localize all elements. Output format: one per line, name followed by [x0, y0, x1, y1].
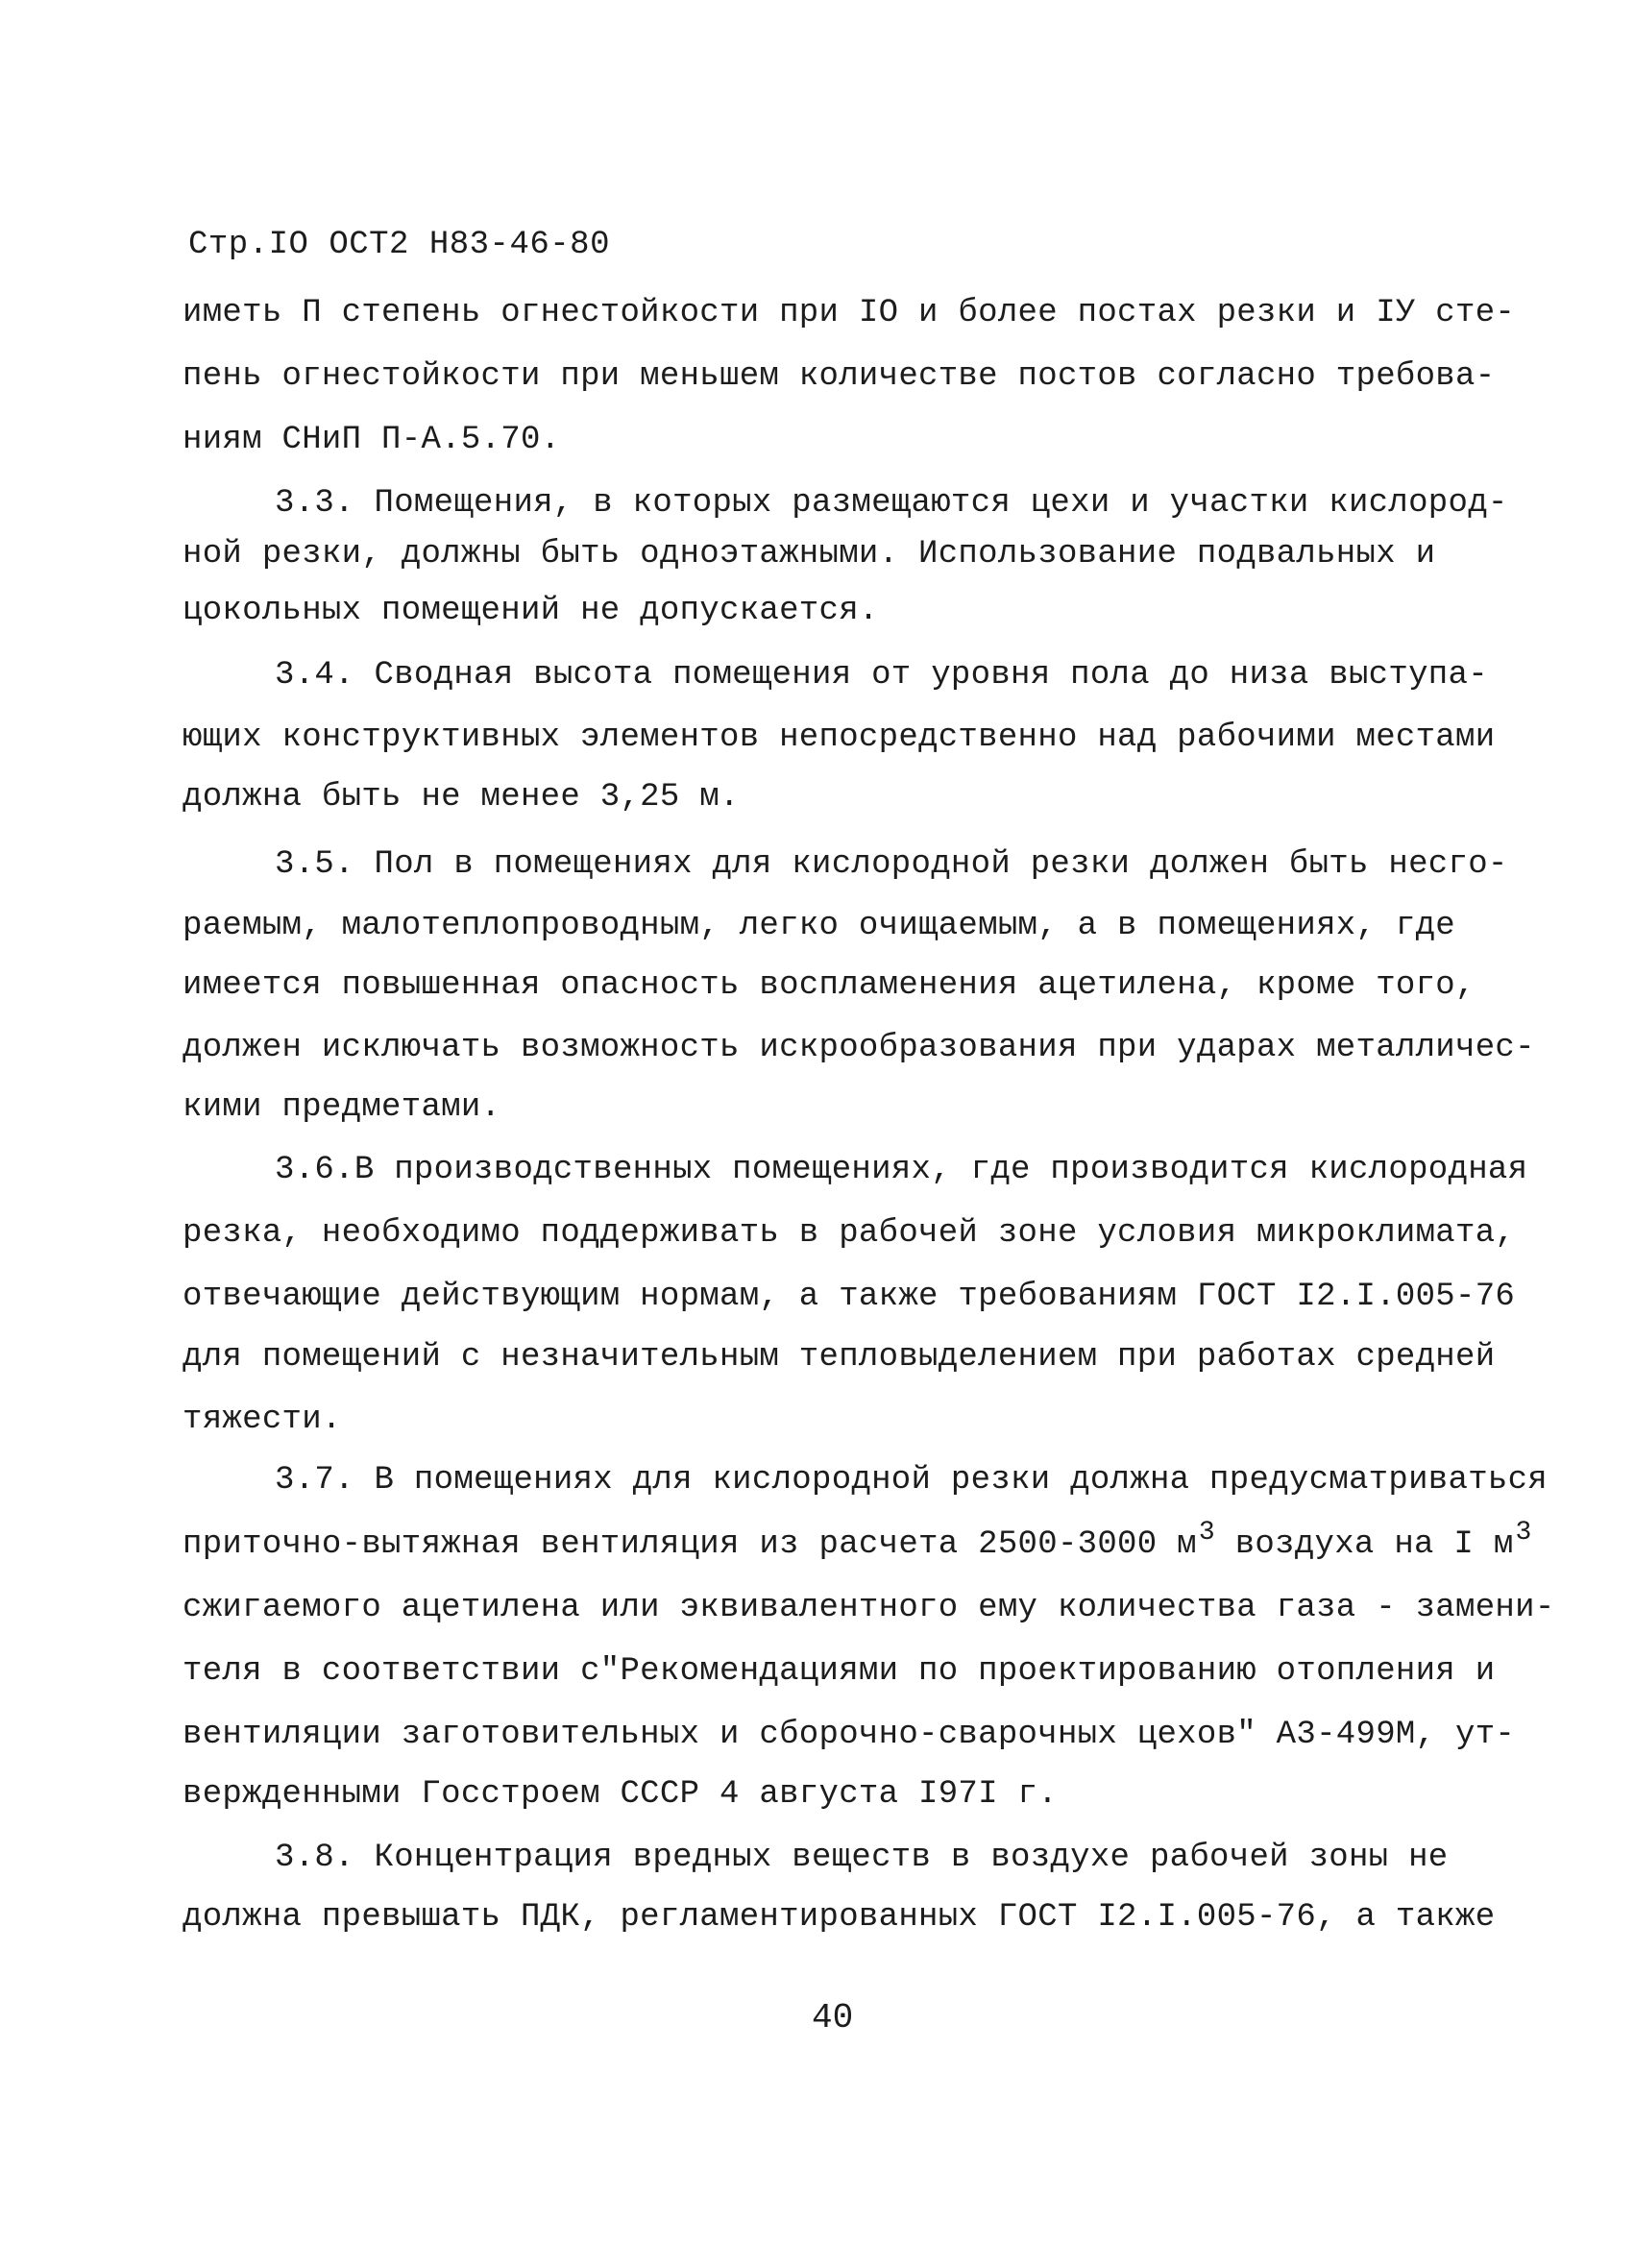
text-line: цокольных помещений не допускается. — [183, 593, 879, 629]
text-line: 3.3. Помещения, в которых размещаются цехи и участки кислород- — [275, 485, 1508, 522]
text-line: пень огнестойкости при меньшем количестве постов согласно требова- — [183, 358, 1496, 395]
text-line: сжигаемого ацетилена или эквивалентного ему количества газа - замени- — [183, 1590, 1555, 1626]
text-line: должна быть не менее 3,25 м. — [183, 779, 740, 816]
superscript: 3 — [1515, 1518, 1532, 1548]
text-line — [183, 1518, 1532, 1566]
text-line: имеется повышенная опасность воспламенения ацетилена, кроме того, — [183, 967, 1475, 1004]
text-line: для помещений с незначительным тепловыделением при работах средней — [183, 1339, 1496, 1376]
text-line: тяжести. — [183, 1402, 342, 1438]
text-line: ной резки, должны быть одноэтажными. Использование подвальных и — [183, 536, 1436, 573]
text-line: ниям СНиП П-А.5.70. — [183, 422, 561, 458]
text-line: ющих конструктивных элементов непосредственно над рабочими местами — [183, 719, 1496, 756]
text-line: иметь П степень огнестойкости при IO и более постах резки и IУ сте- — [183, 295, 1516, 331]
superscript: 3 — [1198, 1518, 1215, 1548]
text-line-segment: приточно-вытяжная вентиляция из расчета 2500-3000 м — [183, 1526, 1197, 1563]
text-line: вержденными Госстроем СССР 4 августа I97I г. — [183, 1776, 1058, 1813]
page-number: 40 — [812, 1998, 854, 2037]
text-line: резка, необходимо поддерживать в рабочей зоне условия микроклимата, — [183, 1215, 1516, 1252]
text-line: 3.8. Концентрация вредных веществ в воздухе рабочей зоны не — [275, 1840, 1449, 1876]
text-line: 3.6.В производственных помещениях, где производится кислородная — [275, 1152, 1528, 1188]
text-line: должна превышать ПДК, регламентированных ГОСТ I2.I.005-76, а также — [183, 1899, 1496, 1936]
text-line: отвечающие действующим нормам, а также требованиям ГОСТ I2.I.005-76 — [183, 1279, 1516, 1315]
text-line: 3.7. В помещениях для кислородной резки должна предусматриваться — [275, 1462, 1549, 1499]
page-header: Стр.IO ОСТ2 Н83-46-80 — [188, 227, 610, 263]
text-line: теля в соответствии с"Рекомендациями по проектированию отопления и — [183, 1653, 1496, 1690]
text-line: 3.5. Пол в помещениях для кислородной резки должен быть несго- — [275, 846, 1508, 883]
text-line: 3.4. Сводная высота помещения от уровня пола до низа выступа- — [275, 657, 1488, 694]
text-line: кими предметами. — [183, 1089, 501, 1126]
text-line: вентиляции заготовительных и сборочно-сварочных цехов" А3-499М, ут- — [183, 1717, 1516, 1753]
text-line: должен исключать возможность искрообразования при ударах металличес- — [183, 1030, 1535, 1066]
text-line: раемым, малотеплопроводным, легко очищаемым, а в помещениях, где — [183, 908, 1456, 944]
text-line-segment: воздуха на I м — [1214, 1526, 1514, 1563]
